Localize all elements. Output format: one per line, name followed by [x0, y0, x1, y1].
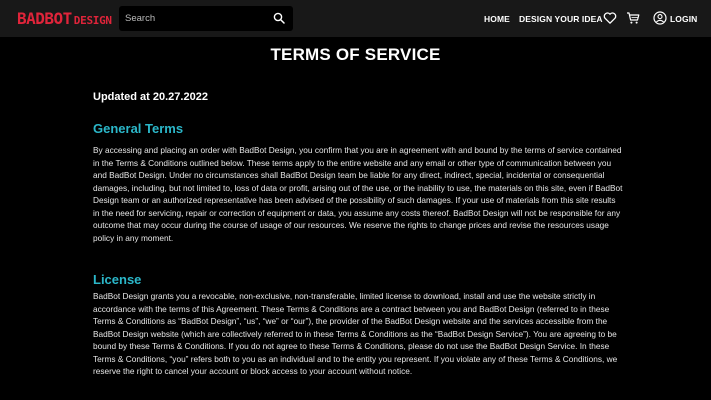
nav-login-wrap: [670, 0, 697, 37]
nav-design-wrap: [519, 0, 603, 37]
brand-logo[interactable]: [17, 9, 112, 29]
section-body-general-terms: By accessing and placing an order with BadBot Design, you confirm that you are in agreement with and bound by the terms of service contained in the Terms & Conditions outlined below. These terms apply to the entire website and any email or other type of communication between you and BadBot Design. Under no circumstances shall BadBot Design team be liable for any direct, indirect, special, incidental or consequential damages, including, but not limited to, loss of data or profit, arising out of the use, or the inability to use, the materials on this site, even if BadBot Design team or an authorized representative has been advised of the possibility of such damages. If your use of materials from this site results in the need for servicing, repair or correction of equipment or data, you assume any costs thereof. BadBot Design will not be responsible for any outcome that may occur during the course of usage of our resources. We reserve the rights to change prices and revise the resources usage policy in any moment.: [93, 145, 623, 243]
section-heading-general-terms: General Terms: [93, 121, 184, 136]
cart-icon[interactable]: [626, 11, 640, 25]
nav-home-link[interactable]: HOME: [484, 13, 510, 24]
logo-main-text: BADBOT: [17, 9, 72, 28]
search-input[interactable]: [119, 13, 269, 24]
nav-home-wrap: [484, 0, 510, 37]
user-icon[interactable]: [653, 11, 667, 25]
nav-design-your-idea-link[interactable]: DESIGN YOUR IDEA: [519, 13, 603, 24]
page-title: TERMS OF SERVICE: [270, 45, 441, 64]
search-bar: [119, 6, 293, 31]
top-navbar: [0, 0, 711, 37]
login-link[interactable]: LOGIN: [670, 13, 698, 24]
section-heading-license: License: [93, 272, 142, 287]
section-body-license: BadBot Design grants you a revocable, non-exclusive, non-transferable, limited license to download, install and use the website strictly in accordance with the terms of this Agreement. These Terms & Conditions are a contract between you and BadBot Design (referred to in these Terms & Conditions as “BadBot Design”, “us”, “we” or “our”), the provider of the BadBot Design website and the services accessible from the BadBot Design website (which are collectively referred to in these Terms & Conditions as the “BadBot Design Service”). You are agreeing to be bound by these Terms & Conditions. If you do not agree to these Terms & Conditions, please do not use the BadBot Design Service. In these Terms & Conditions, “you” refers both to you as an individual and to the entity you represent. If you violate any of these Terms & Conditions, we reserve the right to cancel your account or block access to your account without notice.: [93, 291, 618, 376]
updated-date: Updated at 20.27.2022: [93, 91, 208, 103]
search-icon[interactable]: [273, 12, 285, 24]
heart-icon[interactable]: [603, 11, 617, 25]
logo-sub-text: DESIGN: [73, 14, 112, 27]
